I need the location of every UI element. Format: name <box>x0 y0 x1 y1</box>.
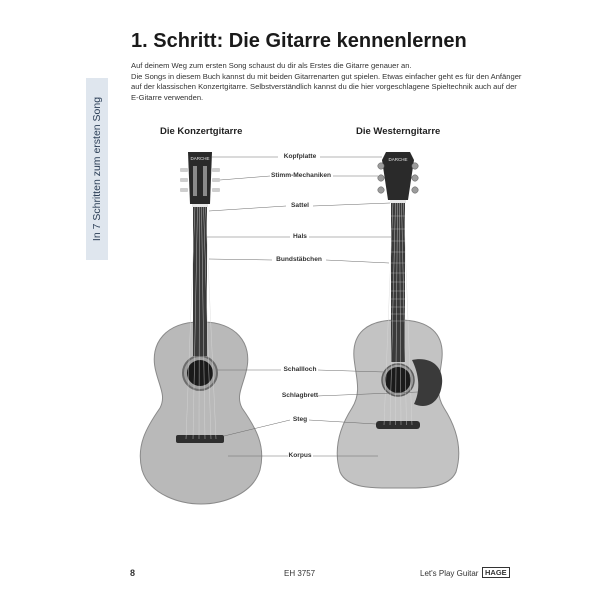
catalog-code: EH 3757 <box>284 569 316 578</box>
label-korpus: Korpus <box>288 452 312 459</box>
western-headstock-brand: DARCHE <box>388 157 408 162</box>
western-guitar <box>337 152 458 488</box>
classical-headstock-slot-2 <box>203 166 207 196</box>
classical-bridge <box>176 435 224 443</box>
classical-headstock-brand: DARCHE <box>190 156 210 161</box>
chapter-side-tab-text: In 7 Schritten zum ersten Song <box>91 96 104 242</box>
intro-paragraph-1: Auf deinem Weg zum ersten Song schaust du dir als Erstes die Gitarre genauer an. <box>131 61 412 70</box>
label-kopfplatte: Kopfplatte <box>283 153 317 160</box>
intro-paragraph-2: Die Songs in diesem Buch kannst du mit beiden Gitarrenarten gut spielen. Etwas einfacher geht es für den Anfänger auf der klassischen Konzertgitarre. Selbstverständlich kannst du die hier vorgeschlagene Spieltechnik auch auf der E-Gitarre verwenden. <box>131 71 522 102</box>
classical-headstock-slot-1 <box>193 166 197 196</box>
page-number: 8 <box>130 568 136 578</box>
classical-nut <box>192 204 208 207</box>
classical-guitar-title: Die Konzertgitarre <box>160 126 243 137</box>
western-soundhole <box>385 367 411 393</box>
western-bridge <box>376 421 420 429</box>
page-title: 1. Schritt: Die Gitarre kennenlernen <box>131 30 467 52</box>
label-schlagbrett: Schlagbrett <box>281 392 319 399</box>
western-nut <box>390 200 406 203</box>
publisher-logo: HAGE <box>482 567 510 578</box>
label-hals: Hals <box>293 233 307 240</box>
label-sattel: Sattel <box>291 202 309 209</box>
label-bundstaebchen: Bundstäbchen <box>276 256 322 263</box>
label-steg: Steg <box>292 416 308 423</box>
western-guitar-title: Die Westerngitarre <box>356 126 441 137</box>
classical-guitar <box>140 152 262 504</box>
series-title: Let's Play Guitar <box>420 569 479 578</box>
label-schallloch: Schallloch <box>283 366 317 373</box>
label-stimm-mechaniken: Stimm-Mechaniken <box>270 172 332 179</box>
